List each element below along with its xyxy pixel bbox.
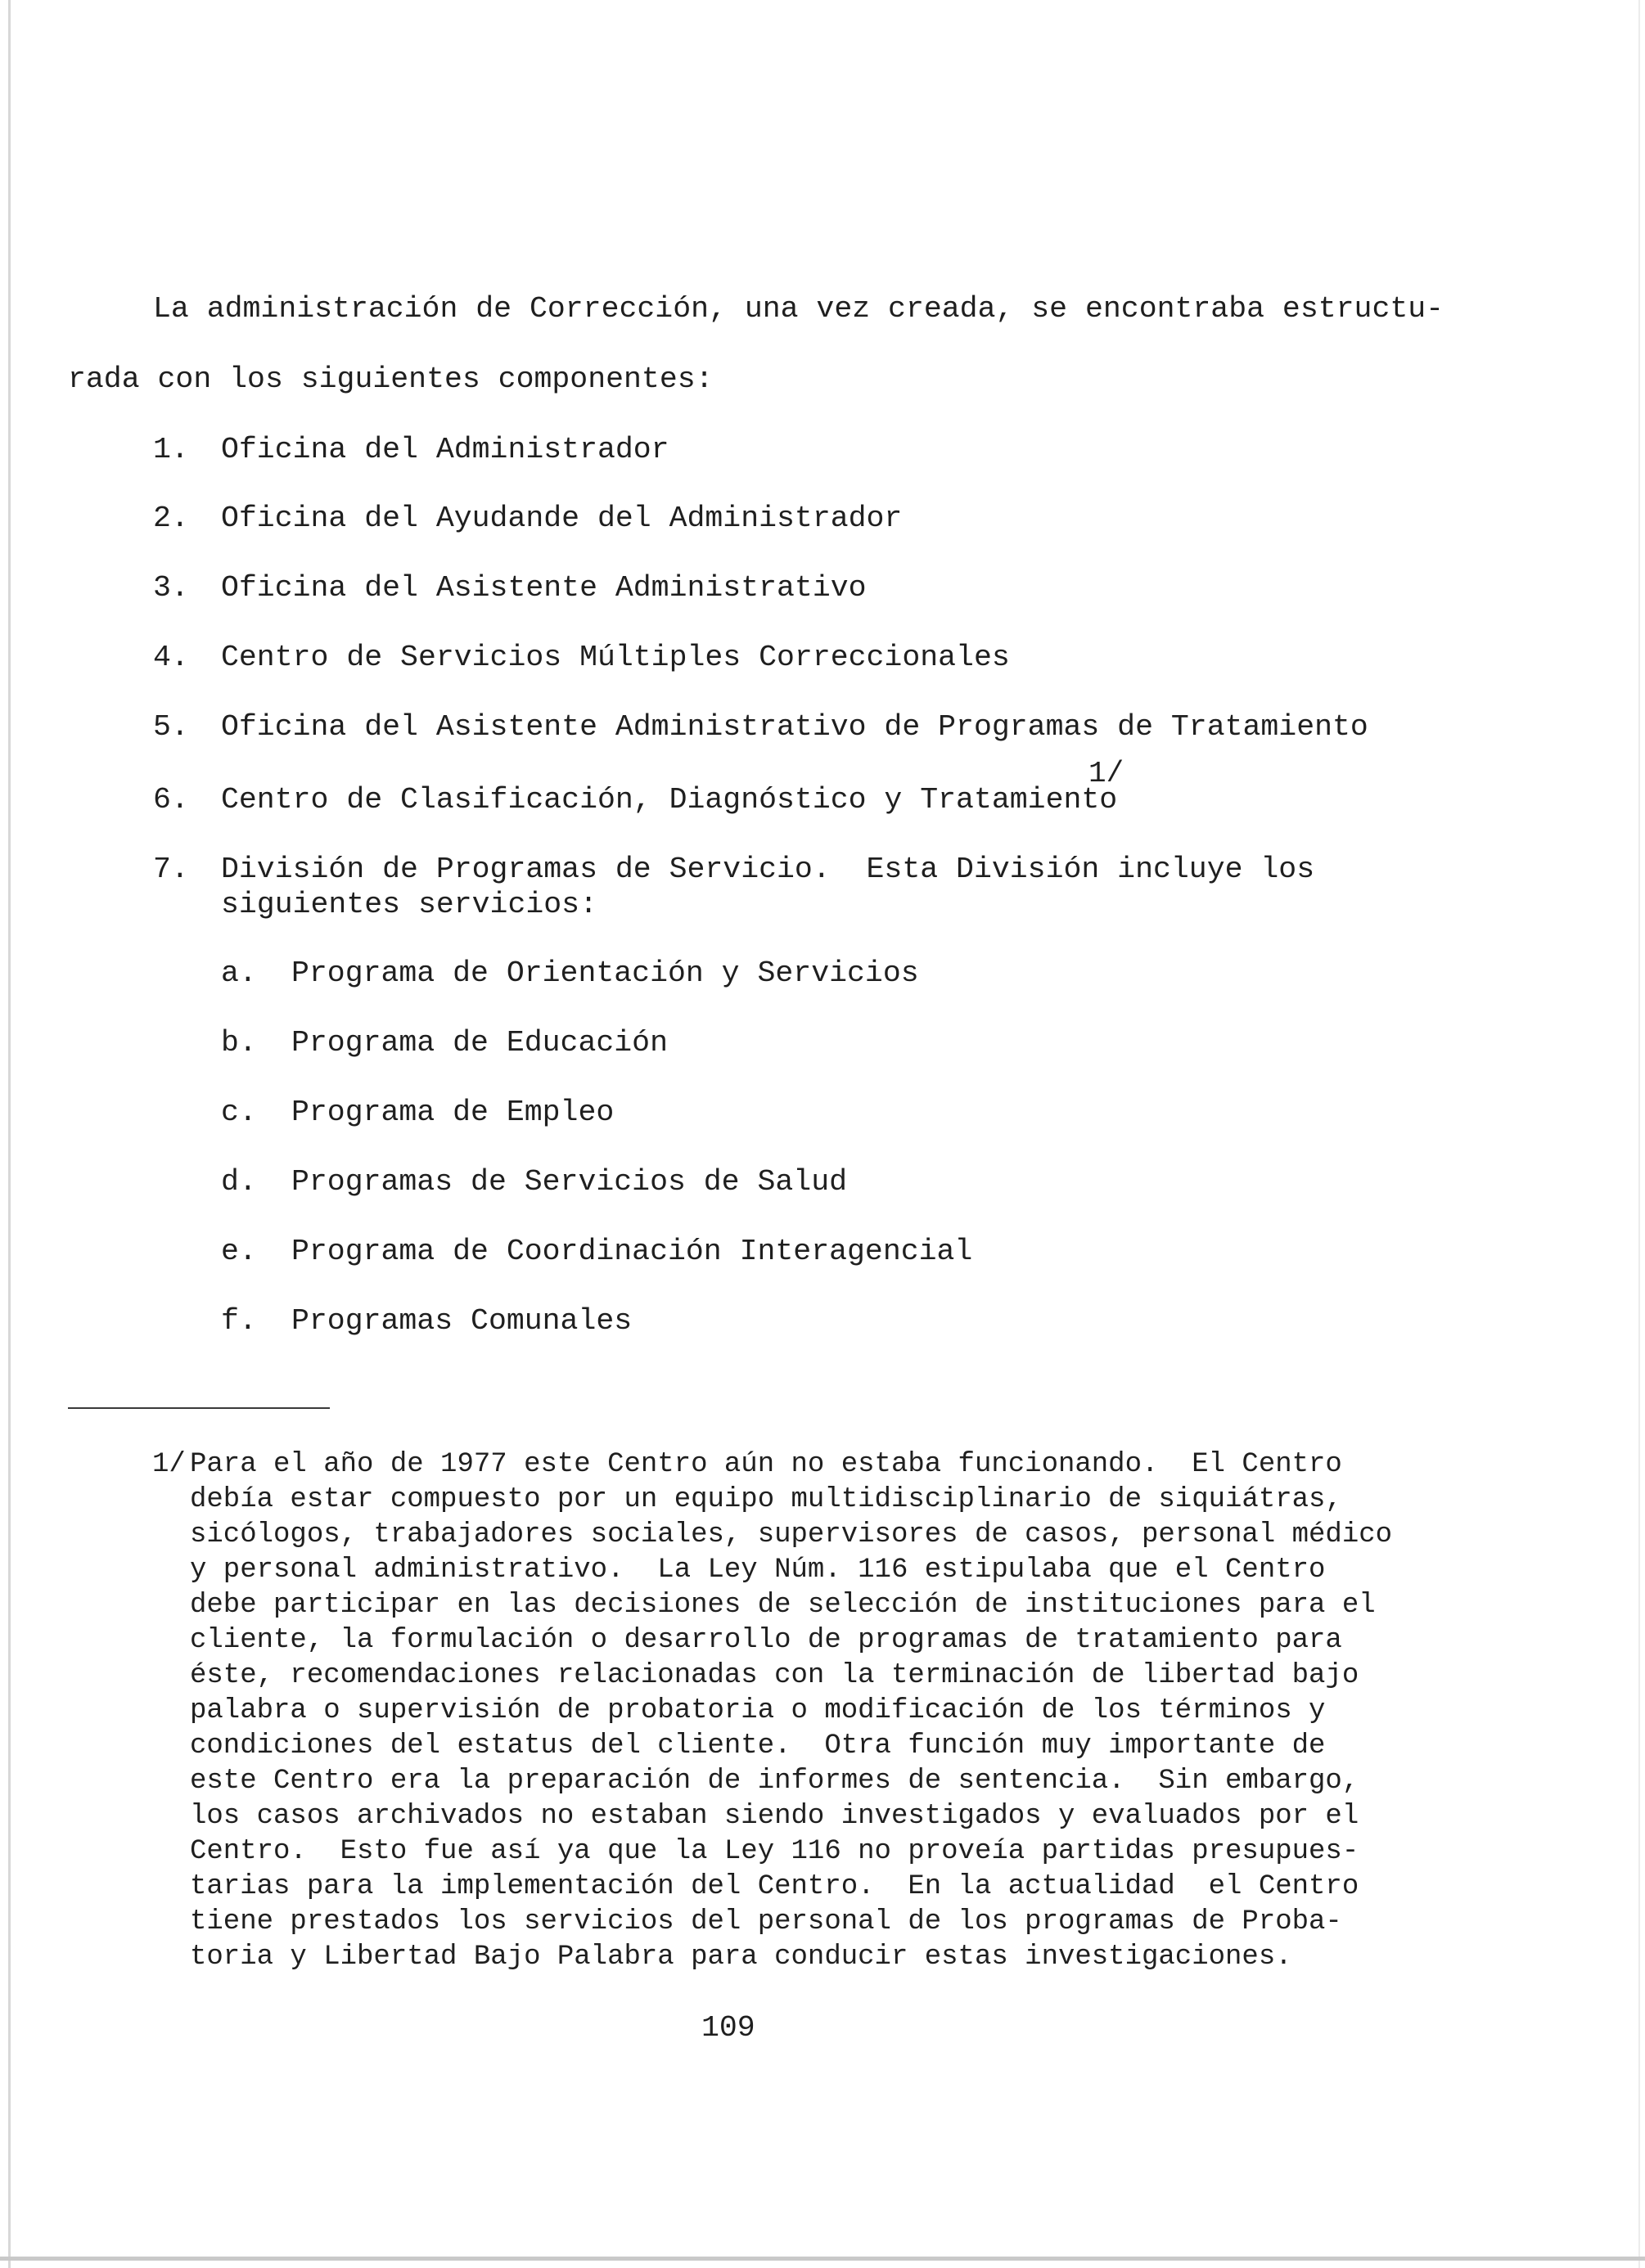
footnote-line-7: éste, recomendaciones relacionadas con la terminación de libertad bajo	[190, 1660, 1359, 1691]
page-edge-left	[8, 0, 11, 2268]
component-text-7-continued: siguientes servicios:	[221, 888, 597, 921]
component-text-1: Oficina del Administrador	[221, 433, 669, 466]
footnote-line-5: debe participar en las decisiones de selección de instituciones para el	[190, 1590, 1376, 1621]
component-text-6: Centro de Clasificación, Diagnóstico y Tratamiento	[221, 783, 1118, 817]
footnote-line-15: toria y Libertad Bajo Palabra para conducir estas investigaciones.	[190, 1942, 1292, 1973]
service-text-e: Programa de Coordinación Interagencial	[291, 1235, 973, 1268]
component-text-3: Oficina del Asistente Administrativo	[221, 571, 867, 605]
footnote-line-10: este Centro era la preparación de informes de sentencia. Sin embargo,	[190, 1766, 1359, 1797]
service-text-c: Programa de Empleo	[291, 1096, 615, 1129]
component-number-1: 1.	[153, 433, 189, 466]
component-text-4: Centro de Servicios Múltiples Correccionales	[221, 641, 1010, 674]
footnote-line-13: tarias para la implementación del Centro. En la actualidad el Centro	[190, 1871, 1359, 1902]
service-letter-a: a.	[221, 956, 257, 990]
footnote-line-14: tiene prestados los servicios del personal de los programas de Proba-	[190, 1906, 1342, 1937]
footnote-line-2: debía estar compuesto por un equipo multidisciplinario de siquiátras,	[190, 1484, 1342, 1515]
page-edge-bottom	[0, 2257, 1645, 2261]
service-text-d: Programas de Servicios de Salud	[291, 1165, 848, 1199]
footnote-line-8: palabra o supervisión de probatoria o modificación de los términos y	[190, 1695, 1326, 1726]
footnote-line-11: los casos archivados no estaban siendo investigados y evaluados por el	[190, 1801, 1359, 1832]
component-text-5: Oficina del Asistente Administrativo de Programas de Tratamiento	[221, 710, 1368, 744]
component-text-2: Oficina del Ayudande del Administrador	[221, 502, 903, 535]
service-text-a: Programa de Orientación y Servicios	[291, 956, 919, 990]
footnote-marker: 1/	[152, 1449, 186, 1480]
component-number-7: 7.	[153, 853, 189, 886]
page-edge-right	[1638, 0, 1640, 2268]
service-letter-d: d.	[221, 1165, 257, 1199]
footnote-reference-mark: 1/	[1088, 757, 1124, 790]
footnote-line-1: Para el año de 1977 este Centro aún no estaba funcionando. El Centro	[190, 1449, 1342, 1480]
service-letter-f: f.	[221, 1304, 257, 1338]
service-letter-e: e.	[221, 1235, 257, 1268]
footnote-line-4: y personal administrativo. La Ley Núm. 116 estipulaba que el Centro	[190, 1555, 1326, 1586]
service-letter-b: b.	[221, 1026, 257, 1060]
service-letter-c: c.	[221, 1096, 257, 1129]
component-text-7: División de Programas de Servicio. Esta División incluye los	[221, 853, 1315, 886]
service-text-f: Programas Comunales	[291, 1304, 633, 1338]
footnote-line-3: sicólogos, trabajadores sociales, supervisores de casos, personal médico	[190, 1519, 1393, 1550]
footnote-line-6: cliente, la formulación o desarrollo de programas de tratamiento para	[190, 1625, 1342, 1656]
footnote-separator-rule	[68, 1407, 330, 1409]
component-number-5: 5.	[153, 710, 189, 744]
component-number-2: 2.	[153, 502, 189, 535]
component-number-3: 3.	[153, 571, 189, 605]
page-number: 109	[701, 2011, 755, 2045]
component-number-6: 6.	[153, 783, 189, 817]
component-number-4: 4.	[153, 641, 189, 674]
intro-line-1: La administración de Corrección, una vez creada, se encontraba estructu-	[153, 292, 1444, 326]
service-text-b: Programa de Educación	[291, 1026, 668, 1060]
footnote-line-9: condiciones del estatus del cliente. Otra función muy importante de	[190, 1730, 1326, 1762]
intro-line-2: rada con los siguientes componentes:	[68, 362, 714, 396]
footnote-line-12: Centro. Esto fue así ya que la Ley 116 no proveía partidas presupues-	[190, 1836, 1359, 1867]
